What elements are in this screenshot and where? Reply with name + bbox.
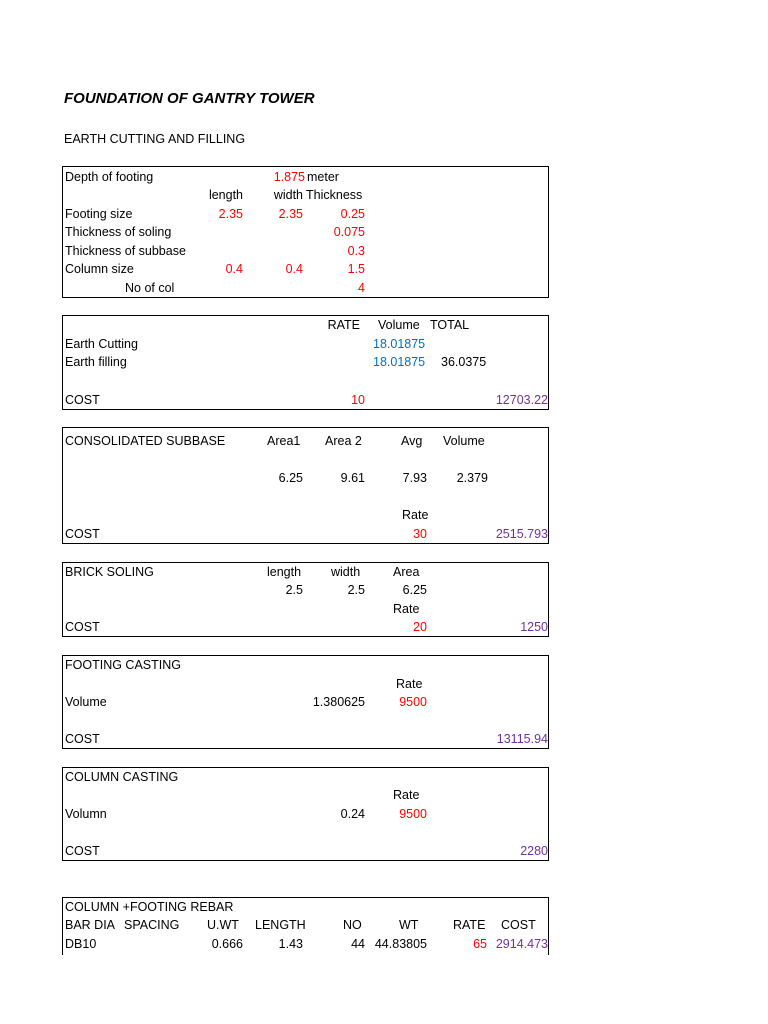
subbase-cost: 2515.793 <box>495 527 548 541</box>
footing-volume: 1.380625 <box>312 695 365 709</box>
column-cost-label: COST <box>65 844 100 858</box>
soling-thickness: 0.075 <box>333 225 365 239</box>
rebar-no: 44 <box>351 937 365 951</box>
rebar-dia: DB10 <box>65 937 97 951</box>
footing-cost: 13115.94 <box>496 732 548 746</box>
rebar-header-bar-dia: BAR DIA <box>65 918 116 932</box>
column-width: 0.4 <box>285 262 303 276</box>
rebar-uwt: 0.666 <box>211 937 243 951</box>
depth-unit: meter <box>307 170 339 184</box>
column-header-rate: Rate <box>393 788 420 802</box>
earth-rate: 10 <box>351 393 365 407</box>
soling-header-width: width <box>331 565 361 579</box>
rebar-length: 1.43 <box>278 937 303 951</box>
column-length: 0.4 <box>225 262 243 276</box>
earth-filling-label: Earth filling <box>65 355 127 369</box>
subbase-header-rate: Rate <box>402 508 429 522</box>
earth-cost-label: COST <box>65 393 100 407</box>
footing-cost-label: COST <box>65 732 100 746</box>
footing-label: FOOTING CASTING <box>65 658 181 672</box>
rebar-cost: 2914.473 <box>495 937 548 951</box>
soling-area: 6.25 <box>402 583 427 597</box>
footing-thickness: 0.25 <box>340 207 365 221</box>
header-width: width <box>273 188 303 202</box>
earth-header-volume: Volume <box>378 318 420 332</box>
header-thickness: Thickness <box>306 188 363 202</box>
earth-cost: 12703.22 <box>495 393 548 407</box>
column-volume-label: Volumn <box>65 807 107 821</box>
earth-cutting-label: Earth Cutting <box>65 337 138 351</box>
column-volume: 0.24 <box>340 807 365 821</box>
no-of-col-label: No of col <box>125 281 175 295</box>
subbase-rate: 30 <box>413 527 427 541</box>
header-length: length <box>208 188 243 202</box>
soling-cost-label: COST <box>65 620 100 634</box>
earth-cutting-volume: 18.01875 <box>373 337 426 351</box>
rebar-rate: 65 <box>473 937 487 951</box>
soling-rate: 20 <box>413 620 427 634</box>
earth-header-rate: RATE <box>327 318 360 332</box>
rebar-header-no: NO <box>343 918 362 932</box>
rebar-header-wt: WT <box>399 918 419 932</box>
rebar-label: COLUMN +FOOTING REBAR <box>65 900 234 914</box>
section-subtitle: EARTH CUTTING AND FILLING <box>64 132 246 146</box>
footing-width: 2.35 <box>278 207 303 221</box>
soling-header-length: length <box>267 565 302 579</box>
earth-total: 36.0375 <box>441 355 487 369</box>
subbase-header-area1: Area1 <box>267 434 301 448</box>
page-title: FOUNDATION OF GANTRY TOWER <box>64 90 315 107</box>
no-of-col-value: 4 <box>358 281 365 295</box>
subbase-cost-label: COST <box>65 527 100 541</box>
soling-header-area: Area <box>393 565 420 579</box>
column-size-label: Column size <box>65 262 134 276</box>
column-rate: 9500 <box>399 807 427 821</box>
earth-filling-volume: 18.01875 <box>373 355 426 369</box>
subbase-header-volume: Volume <box>443 434 485 448</box>
earth-header-total: TOTAL <box>430 318 470 332</box>
rebar-wt: 44.83805 <box>374 937 427 951</box>
subbase-volume: 2.379 <box>456 471 488 485</box>
soling-width: 2.5 <box>347 583 365 597</box>
subbase-header-area2: Area 2 <box>325 434 362 448</box>
footing-length: 2.35 <box>218 207 243 221</box>
footing-rate: 9500 <box>399 695 427 709</box>
rebar-header-uwt: U.WT <box>207 918 239 932</box>
soling-thickness-label: Thickness of soling <box>65 225 172 239</box>
soling-cost: 1250 <box>520 620 548 634</box>
subbase-area2: 9.61 <box>340 471 365 485</box>
soling-length: 2.5 <box>285 583 303 597</box>
column-label: COLUMN CASTING <box>65 770 179 784</box>
depth-label: Depth of footing <box>65 170 154 184</box>
subbase-header-avg: Avg <box>401 434 423 448</box>
depth-value: 1.875 <box>273 170 305 184</box>
column-thickness: 1.5 <box>347 262 365 276</box>
subbase-label: CONSOLIDATED SUBBASE <box>65 434 226 448</box>
subbase-thickness: 0.3 <box>347 244 365 258</box>
rebar-header-cost: COST <box>501 918 536 932</box>
soling-header-rate: Rate <box>393 602 420 616</box>
rebar-header-rate: RATE <box>453 918 486 932</box>
soling-label: BRICK SOLING <box>65 565 154 579</box>
rebar-header-spacing: SPACING <box>124 918 180 932</box>
rebar-header-length: LENGTH <box>255 918 306 932</box>
column-cost: 2280 <box>520 844 548 858</box>
subbase-thickness-label: Thickness of subbase <box>65 244 186 258</box>
subbase-avg: 7.93 <box>402 471 427 485</box>
subbase-area1: 6.25 <box>278 471 303 485</box>
footing-volume-label: Volume <box>65 695 107 709</box>
footing-header-rate: Rate <box>396 677 423 691</box>
footing-size-label: Footing size <box>65 207 133 221</box>
